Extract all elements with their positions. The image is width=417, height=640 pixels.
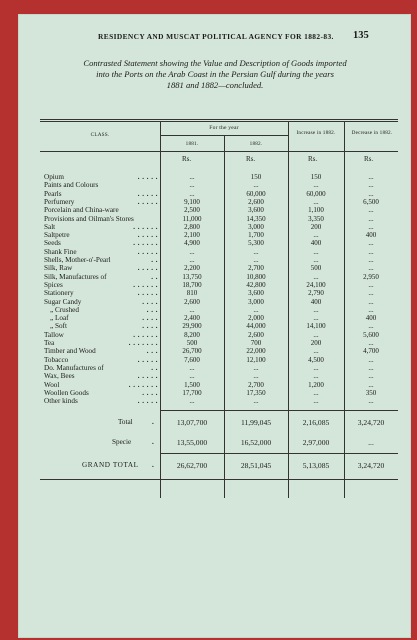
- cell-v1881: 2,500: [184, 206, 200, 215]
- caption-line-3: 1881 and 1882—concluded.: [166, 80, 264, 90]
- cell-v1882: 42,800: [246, 280, 266, 289]
- cell-v1881: ...: [189, 397, 195, 406]
- cell-dec: 400: [365, 231, 377, 240]
- row-label: Other kinds: [44, 397, 78, 406]
- header-class: CLASS.: [90, 132, 110, 138]
- row-label: „ Soft: [50, 322, 67, 331]
- row-label: Wax, Bees: [44, 372, 75, 381]
- row-leader-dots: . . . . . . .: [128, 380, 158, 389]
- cell-v1881: ...: [189, 305, 195, 314]
- unit-increase: Rs.: [308, 155, 318, 163]
- table-top-rule: [40, 119, 398, 120]
- cell-v1881: ...: [189, 372, 195, 381]
- row-leader-dots: . . . .: [142, 322, 158, 331]
- cell-v1882: ...: [253, 247, 259, 256]
- cell-v1882: 700: [250, 339, 262, 347]
- cell-inc: 24,100: [306, 280, 326, 289]
- caption-line-2: into the Ports on the Arab Coast in the Persian Gulf during the years: [96, 69, 334, 79]
- cell-v1882: 3,000: [248, 222, 264, 231]
- cell-dec: ...: [368, 264, 374, 273]
- row-leader-dots: . . . .: [142, 314, 158, 323]
- cell-v1882: 2,000: [248, 314, 264, 323]
- header-1882: 1882.: [249, 141, 263, 147]
- cell-dec: ...: [368, 222, 374, 231]
- cell-inc: ...: [313, 347, 319, 356]
- cell-dec: ...: [368, 247, 374, 256]
- total-label: GRAND TOTAL: [82, 461, 139, 469]
- total-cell-v1882: 11,99,045: [240, 418, 272, 427]
- cell-inc: 200: [310, 339, 322, 347]
- row-leader-dots: . .: [151, 256, 158, 264]
- cell-v1881: 17,700: [182, 388, 202, 397]
- row-label: Perfumery: [44, 197, 75, 206]
- cell-inc: 150: [310, 173, 322, 181]
- cell-v1882: 3,000: [248, 297, 264, 306]
- unit-decrease: Rs.: [364, 155, 374, 163]
- row-label: Timber and Wood: [44, 347, 96, 356]
- row-leader-dots: . . . . . .: [133, 222, 158, 231]
- total-cell-inc: 2,97,000: [302, 438, 330, 447]
- row-leader-dots: . . . . .: [137, 197, 158, 206]
- cell-dec: ...: [368, 297, 374, 306]
- row-leader-dots: . . . . .: [137, 355, 158, 364]
- row-leader-dots: . . . .: [142, 297, 158, 306]
- cell-dec: ...: [368, 181, 374, 190]
- header-1881: 1881.: [185, 141, 199, 147]
- cell-v1882: 2,600: [248, 197, 264, 206]
- cell-dec: ...: [368, 305, 374, 314]
- cell-v1881: 13,750: [182, 272, 202, 281]
- row-label: Do. Manufactures of: [44, 363, 104, 372]
- totals-top-rule: [160, 410, 398, 411]
- cell-inc: 500: [310, 264, 322, 273]
- row-label: Pearls: [44, 189, 62, 198]
- cell-v1881: 500: [186, 339, 198, 347]
- cell-inc: 400: [310, 297, 322, 306]
- cell-v1881: 2,800: [184, 222, 200, 231]
- row-leader-dots: . . . . .: [137, 289, 158, 298]
- row-label: Spices: [44, 280, 63, 289]
- row-leader-dots: . . . . .: [137, 264, 158, 273]
- cell-v1881: 2,100: [184, 231, 200, 240]
- cell-inc: 1,200: [308, 380, 324, 389]
- row-label: Shank Fine: [44, 247, 77, 256]
- row-leader-dots: . . . . . . .: [128, 339, 158, 347]
- row-label: Silk, Manufactures of: [44, 272, 107, 281]
- cell-inc: ...: [313, 247, 319, 256]
- cell-dec: ...: [368, 206, 374, 215]
- row-leader-dots: . . . . .: [137, 397, 158, 406]
- cell-v1881: ...: [189, 247, 195, 256]
- row-label: „ Loaf: [50, 314, 69, 323]
- cell-v1881: 4,900: [184, 239, 200, 248]
- grand-total-top-rule: [160, 453, 398, 454]
- total-leader-dot: .: [152, 438, 154, 446]
- cell-v1882: ...: [253, 181, 259, 190]
- cell-inc: ...: [313, 330, 319, 339]
- cell-dec: 6,500: [363, 197, 379, 206]
- cell-dec: ...: [368, 339, 374, 347]
- row-leader-dots: . . . . .: [137, 173, 158, 181]
- cell-v1882: 2,700: [248, 380, 264, 389]
- total-cell-v1881: 26,62,700: [176, 461, 208, 470]
- row-label: Paints and Colours: [44, 181, 99, 190]
- cell-inc: ...: [313, 388, 319, 397]
- cell-inc: 4,500: [308, 355, 324, 364]
- cell-inc: ...: [313, 397, 319, 406]
- row-label: „ Crushed: [50, 305, 79, 314]
- header-increase: Increase in 1882.: [296, 130, 336, 136]
- row-leader-dots: . . .: [146, 305, 158, 314]
- cell-v1881: 1,500: [184, 380, 200, 389]
- row-label: Saltpetre: [44, 231, 70, 240]
- row-label: Tallow: [44, 330, 64, 339]
- cell-v1882: 60,000: [246, 189, 266, 198]
- row-leader-dots: . . . . . .: [133, 280, 158, 289]
- cell-inc: ...: [313, 231, 319, 240]
- unit-1881: Rs.: [182, 155, 192, 163]
- row-leader-dots: . . . .: [142, 388, 158, 397]
- cell-inc: 400: [310, 239, 322, 248]
- cell-inc: 2,790: [308, 289, 324, 298]
- row-leader-dots: . . . . .: [137, 189, 158, 198]
- cell-v1882: ...: [253, 256, 259, 264]
- cell-v1881: 8,200: [184, 330, 200, 339]
- cell-v1881: 9,100: [184, 197, 200, 206]
- cell-dec: ...: [368, 380, 374, 389]
- cell-inc: 60,000: [306, 189, 326, 198]
- cell-dec: ...: [368, 322, 374, 331]
- cell-v1882: ...: [253, 397, 259, 406]
- cell-v1882: 44,000: [246, 322, 266, 331]
- total-label: Total: [118, 418, 133, 426]
- cell-inc: ...: [313, 272, 319, 281]
- cell-v1881: 2,400: [184, 314, 200, 323]
- cell-dec: ...: [368, 289, 374, 298]
- unit-1882: Rs.: [246, 155, 256, 163]
- cell-v1881: 11,000: [182, 214, 202, 223]
- cell-v1881: 2,600: [184, 297, 200, 306]
- total-cell-dec: 3,24,720: [357, 418, 385, 427]
- row-leader-dots: . .: [151, 363, 158, 372]
- row-label: Opium: [44, 173, 64, 181]
- cell-v1881: ...: [189, 173, 195, 181]
- total-cell-inc: 5,13,085: [302, 461, 330, 470]
- cell-v1881: 26,700: [182, 347, 202, 356]
- row-label: Salt: [44, 222, 56, 231]
- row-label: Stationery: [44, 289, 74, 298]
- cell-v1882: 3,600: [248, 206, 264, 215]
- cell-dec: 2,950: [363, 272, 379, 281]
- cell-dec: 4,700: [363, 347, 379, 356]
- row-label: Shells, Mother-o'-Pearl: [44, 256, 111, 264]
- row-leader-dots: . . . . . .: [133, 330, 158, 339]
- row-label: Seeds: [44, 239, 61, 248]
- row-leader-dots: . . . . .: [137, 372, 158, 381]
- cell-v1881: ...: [189, 181, 195, 190]
- row-label: Provisions and Oilman's Stores: [44, 214, 134, 223]
- cell-inc: 1,100: [308, 206, 324, 215]
- row-leader-dots: . .: [151, 272, 158, 281]
- total-cell-v1882: 28,51,045: [240, 461, 272, 470]
- table-caption: [40, 58, 390, 91]
- cell-dec: ...: [368, 214, 374, 223]
- cell-v1881: 29,900: [182, 322, 202, 331]
- cell-v1882: ...: [253, 363, 259, 372]
- header-decrease: Decrease in 1882.: [351, 130, 393, 136]
- total-cell-v1882: 16,52,000: [240, 438, 272, 447]
- cell-v1881: ...: [189, 189, 195, 198]
- row-leader-dots: . . .: [146, 347, 158, 356]
- cell-inc: ...: [313, 256, 319, 264]
- cell-inc: 3,350: [308, 214, 324, 223]
- header-for-the-year: For the year: [209, 125, 239, 131]
- total-cell-v1881: 13,07,700: [176, 418, 208, 427]
- cell-dec: ...: [368, 372, 374, 381]
- cell-dec: ...: [368, 239, 374, 248]
- cell-v1881: 810: [186, 289, 198, 298]
- cell-dec: ...: [368, 189, 374, 198]
- cell-inc: ...: [313, 305, 319, 314]
- cell-inc: 200: [310, 222, 322, 231]
- cell-v1882: 14,350: [246, 214, 266, 223]
- row-label: Sugar Candy: [44, 297, 82, 306]
- cell-v1882: 10,800: [246, 272, 266, 281]
- cell-v1882: ...: [253, 372, 259, 381]
- row-leader-dots: . . . . . .: [133, 239, 158, 248]
- total-leader-dot: .: [152, 461, 154, 469]
- row-label: Porcelain and China-ware: [44, 206, 119, 215]
- cell-v1882: 5,300: [248, 239, 264, 248]
- cell-v1881: ...: [189, 256, 195, 264]
- row-label: Wool: [44, 380, 60, 389]
- cell-inc: ...: [313, 181, 319, 190]
- cell-dec: ...: [368, 355, 374, 364]
- cell-inc: ...: [313, 314, 319, 323]
- cell-dec: 5,600: [363, 330, 379, 339]
- cell-v1881: 2,200: [184, 264, 200, 273]
- cell-v1882: 17,350: [246, 388, 266, 397]
- cell-v1882: 2,600: [248, 330, 264, 339]
- running-title: RESIDENCY AND MUSCAT POLITICAL AGENCY FOR 1882-83.: [98, 32, 334, 41]
- total-cell-dec: 3,24,720: [357, 461, 385, 470]
- cell-dec: ...: [368, 256, 374, 264]
- row-leader-dots: . . . . .: [137, 247, 158, 256]
- cell-v1882: 3,600: [248, 289, 264, 298]
- cell-inc: 14,100: [306, 322, 326, 331]
- cell-dec: ...: [368, 280, 374, 289]
- cell-inc: ...: [313, 372, 319, 381]
- row-leader-dots: . . . . .: [137, 231, 158, 240]
- total-label: Specie: [112, 438, 132, 446]
- cell-dec: ...: [368, 173, 374, 181]
- cell-v1881: 7,600: [184, 355, 200, 364]
- page-header: [18, 32, 411, 46]
- cell-dec: 350: [365, 388, 377, 397]
- cell-dec: ...: [368, 397, 374, 406]
- document-page: [18, 14, 411, 638]
- row-label: Tea: [44, 339, 55, 347]
- cell-dec: 400: [365, 314, 377, 323]
- cell-v1882: 22,000: [246, 347, 266, 356]
- cell-v1881: 18,700: [182, 280, 202, 289]
- cell-v1881: ...: [189, 363, 195, 372]
- page-number: 135: [353, 30, 369, 41]
- row-label: Woollen Goods: [44, 388, 89, 397]
- row-label: Silk, Raw: [44, 264, 73, 273]
- cell-v1882: ...: [253, 305, 259, 314]
- cell-v1882: 12,100: [246, 355, 266, 364]
- cell-v1882: 150: [250, 173, 262, 181]
- cell-v1882: 2,700: [248, 264, 264, 273]
- cell-inc: ...: [313, 363, 319, 372]
- total-cell-v1881: 13,55,000: [176, 438, 208, 447]
- cell-dec: ...: [368, 363, 374, 372]
- cell-inc: ...: [313, 197, 319, 206]
- row-label: Tobacco: [44, 355, 69, 364]
- cell-v1882: 1,700: [248, 231, 264, 240]
- total-cell-inc: 2,16,085: [302, 418, 330, 427]
- caption-line-1: Contrasted Statement showing the Value and Description of Goods imported: [83, 58, 347, 68]
- total-cell-dec: ...: [368, 438, 374, 447]
- total-leader-dot: .: [152, 418, 154, 426]
- table-bottom-rule: [40, 479, 398, 480]
